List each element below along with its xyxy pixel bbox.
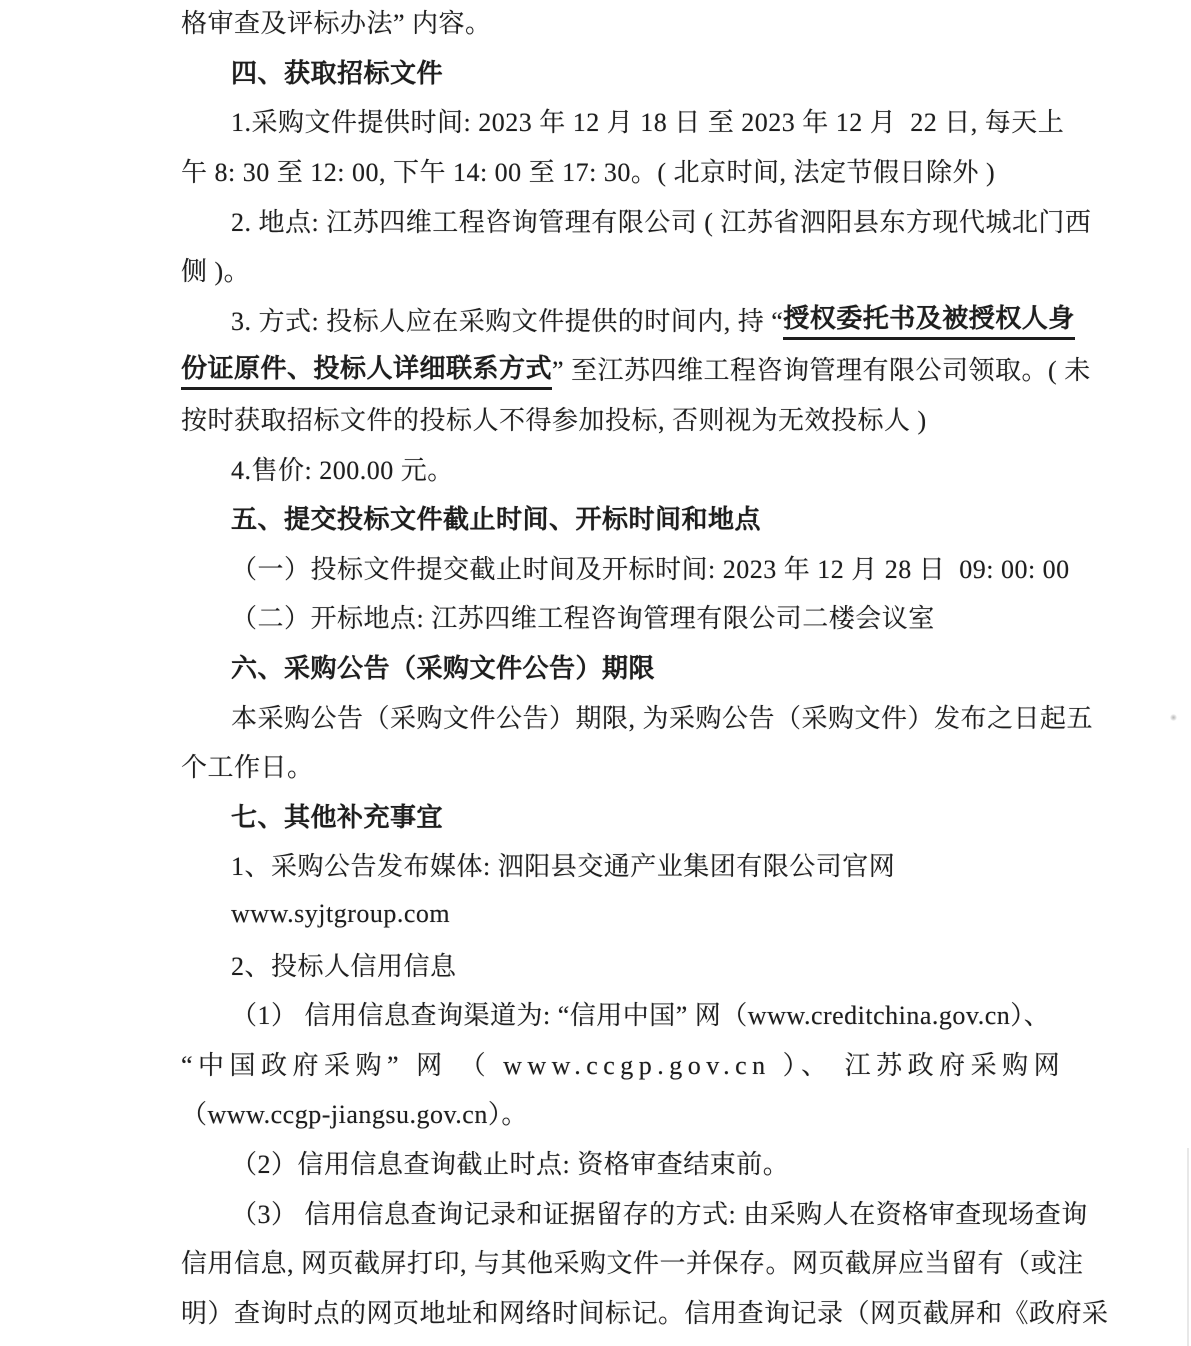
text-segment: 五、提交投标文件截止时间、开标时间和地点 bbox=[231, 505, 762, 535]
emphasized-underlined-text: 份证原件、投标人详细联系方式 bbox=[181, 348, 552, 390]
emphasized-underlined-text: 授权委托书及被授权人身 bbox=[783, 298, 1075, 340]
scan-edge-shadow bbox=[1187, 1148, 1189, 1346]
text-line bbox=[181, 592, 1021, 642]
text-segment: 2. 地点: 江苏四维工程咨询管理有限公司 ( 江苏省泗阳县东方现代城北门西 bbox=[231, 207, 1092, 237]
text-line bbox=[181, 1038, 1066, 1088]
text-line bbox=[181, 691, 1094, 741]
text-segment: （3） 信用信息查询记录和证据留存的方式: 由采购人在资格审查现场查询 bbox=[231, 1199, 1088, 1229]
text-line bbox=[181, 1088, 1021, 1138]
text-segment: （二）开标地点: 江苏四维工程咨询管理有限公司二楼会议室 bbox=[231, 604, 935, 634]
text-segment: 格审查及评标办法” 内容。 bbox=[181, 9, 492, 39]
text-line bbox=[181, 295, 1075, 345]
text-line bbox=[181, 96, 1065, 146]
text-segment: www.syjtgroup.com bbox=[231, 899, 451, 929]
text-line bbox=[181, 146, 1021, 196]
text-line bbox=[181, 890, 1021, 940]
section-heading bbox=[181, 47, 1021, 97]
text-segment: 4.售价: 200.00 元。 bbox=[231, 455, 454, 485]
text-line bbox=[181, 0, 1021, 47]
text-line bbox=[181, 989, 1051, 1039]
scan-artifact-speck bbox=[1170, 714, 1177, 721]
text-segment: 午 8: 30 至 12: 00, 下午 14: 00 至 17: 30。( 北京时间, 法定节假日除外 ) bbox=[181, 158, 996, 188]
text-line bbox=[181, 543, 1070, 593]
section-heading bbox=[181, 493, 1021, 543]
document-content bbox=[181, 0, 1109, 1336]
text-segment: 1.采购文件提供时间: 2023 年 12 月 18 日 至 2023 年 12 月 22 日, 每天上 bbox=[231, 108, 1065, 138]
text-segment: （一）投标文件提交截止时间及开标时间: 2023 年 12 月 28 日 09: 00: 00 bbox=[231, 554, 1070, 584]
text-line bbox=[181, 1286, 1109, 1336]
text-segment: 本采购公告（采购文件公告）期限, 为采购公告（采购文件）发布之日起五 bbox=[231, 703, 1094, 733]
text-segment: 明）查询时点的网页地址和网络时间标记。信用查询记录（网页截屏和《政府采 bbox=[181, 1298, 1109, 1328]
section-heading bbox=[181, 791, 1021, 841]
text-segment: 按时获取招标文件的投标人不得参加投标, 否则视为无效投标人 ) bbox=[181, 406, 927, 436]
text-segment: 个工作日。 bbox=[181, 753, 314, 783]
section-heading bbox=[181, 642, 1021, 692]
text-segment: “中国政府采购” 网 （ www.ccgp.gov.cn ）、 江苏政府采购网 bbox=[181, 1050, 1066, 1080]
text-line bbox=[181, 443, 1021, 493]
text-line bbox=[181, 1237, 1084, 1287]
text-segment: ” 至江苏四维工程咨询管理有限公司领取。( 未 bbox=[552, 356, 1091, 386]
text-segment: 六、采购公告（采购文件公告）期限 bbox=[231, 654, 656, 684]
text-line bbox=[181, 1138, 1021, 1188]
text-line bbox=[181, 394, 1021, 444]
text-segment: （www.ccgp-jiangsu.gov.cn）。 bbox=[181, 1100, 528, 1130]
text-segment: 四、获取招标文件 bbox=[231, 58, 444, 88]
text-segment: 3. 方式: 投标人应在采购文件提供的时间内, 持 “ bbox=[231, 306, 784, 336]
text-segment: 2、投标人信用信息 bbox=[231, 951, 457, 981]
text-line bbox=[181, 939, 1021, 989]
text-line bbox=[181, 741, 1021, 791]
text-segment: 七、其他补充事宜 bbox=[231, 802, 444, 832]
text-segment: 侧 )。 bbox=[181, 257, 251, 287]
text-line bbox=[181, 1187, 1088, 1237]
text-segment: （2）信用信息查询截止时点: 资格审查结束前。 bbox=[231, 1149, 790, 1179]
text-line bbox=[181, 195, 1092, 245]
text-line bbox=[181, 840, 1021, 890]
text-line bbox=[181, 245, 1021, 295]
text-line bbox=[181, 344, 1091, 394]
text-segment: 信用信息, 网页截屏打印, 与其他采购文件一并保存。网页截屏应当留有（或注 bbox=[181, 1249, 1084, 1279]
text-segment: （1） 信用信息查询渠道为: “信用中国” 网（www.creditchina.gov.cn）、 bbox=[231, 1001, 1051, 1031]
text-segment: 1、采购公告发布媒体: 泗阳县交通产业集团有限公司官网 bbox=[231, 852, 896, 882]
